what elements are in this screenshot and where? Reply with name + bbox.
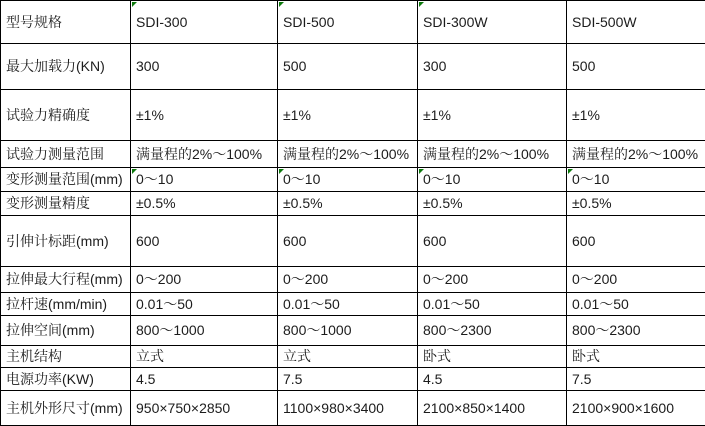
cell-error-indicator-icon <box>132 169 137 174</box>
table-row <box>1 168 705 192</box>
table-row <box>1 44 705 90</box>
spec-row-label-cell: 变形测量范围(mm) <box>1 168 131 192</box>
spec-row-label-cell: 主机外形尺寸(mm) <box>1 391 131 426</box>
spec-value-cell: 0.01～50 <box>278 293 418 316</box>
spec-value-cell: 0.01～50 <box>418 293 567 316</box>
cell-error-indicator-icon <box>279 169 284 174</box>
table-row <box>1 316 705 346</box>
table-row <box>1 293 705 316</box>
spec-value-cell: 500 <box>278 44 418 90</box>
spec-value-cell: 300 <box>131 44 278 90</box>
spec-row-label-cell: 变形测量精度 <box>1 192 131 216</box>
spec-value-cell: 7.5 <box>278 368 418 391</box>
cell-error-indicator-icon <box>419 169 424 174</box>
cell-error-indicator-icon <box>132 2 137 7</box>
spec-value-cell: 800～1000 <box>131 316 278 346</box>
spec-value-cell: 0～10 <box>278 168 418 192</box>
table-row <box>1 192 705 216</box>
spec-value-cell: 满量程的2%～100% <box>278 141 418 168</box>
spec-row-label-cell: 试验力测量范围 <box>1 141 131 168</box>
spec-value-cell: 0～200 <box>278 267 418 293</box>
spec-value-cell: 4.5 <box>131 368 278 391</box>
spec-value-cell: 0～200 <box>418 267 567 293</box>
spec-value-cell: 0.01～50 <box>131 293 278 316</box>
corner-label-cell: 型号规格 <box>1 1 131 44</box>
spec-value-cell: 600 <box>567 216 705 267</box>
spec-value-cell: 立式 <box>278 346 418 368</box>
table-row <box>1 346 705 368</box>
spec-row-label-cell: 主机结构 <box>1 346 131 368</box>
cell-error-indicator-icon <box>568 169 573 174</box>
spec-value-cell: 600 <box>131 216 278 267</box>
spec-value-cell: ±0.5% <box>418 192 567 216</box>
table-row <box>1 368 705 391</box>
spec-value-cell: ±1% <box>131 90 278 141</box>
model-header-cell: SDI-500 <box>278 1 418 44</box>
spec-value-cell: 满量程的2%～100% <box>131 141 278 168</box>
spec-value-cell: ±1% <box>567 90 705 141</box>
spec-value-cell: 满量程的2%～100% <box>567 141 705 168</box>
model-header-cell: SDI-500W <box>567 1 705 44</box>
table-row <box>1 216 705 267</box>
model-header-cell: SDI-300W <box>418 1 567 44</box>
spec-value-cell: ±1% <box>418 90 567 141</box>
table-row <box>1 90 705 141</box>
spec-row-label-cell: 拉伸空间(mm) <box>1 316 131 346</box>
cell-error-indicator-icon <box>419 2 424 7</box>
spec-value-cell: 950×750×2850 <box>131 391 278 426</box>
spec-row-label-cell: 最大加载力(KN) <box>1 44 131 90</box>
spec-value-cell: 600 <box>418 216 567 267</box>
spec-value-cell: ±0.5% <box>278 192 418 216</box>
spec-value-cell: 600 <box>278 216 418 267</box>
table-row <box>1 391 705 426</box>
spec-row-label-cell: 拉伸最大行程(mm) <box>1 267 131 293</box>
spec-value-cell: 7.5 <box>567 368 705 391</box>
spec-value-cell: 0～10 <box>567 168 705 192</box>
spec-value-cell: ±0.5% <box>131 192 278 216</box>
spec-value-cell: ±0.5% <box>567 192 705 216</box>
spec-row-label-cell: 拉杆速(mm/min) <box>1 293 131 316</box>
spec-row-label-cell: 试验力精确度 <box>1 90 131 141</box>
spec-value-cell: 800～2300 <box>418 316 567 346</box>
table-row <box>1 141 705 168</box>
spec-value-cell: 0～200 <box>131 267 278 293</box>
spec-row-label-cell: 引伸计标距(mm) <box>1 216 131 267</box>
spec-value-cell: 2100×850×1400 <box>418 391 567 426</box>
header-row <box>1 1 705 44</box>
spec-value-cell: 0～10 <box>418 168 567 192</box>
spec-value-cell: 立式 <box>131 346 278 368</box>
spec-row-label-cell: 电源功率(KW) <box>1 368 131 391</box>
table-row <box>1 267 705 293</box>
spec-value-cell: 300 <box>418 44 567 90</box>
spec-value-cell: 500 <box>567 44 705 90</box>
spec-value-cell: 0～10 <box>131 168 278 192</box>
spec-value-cell: 满量程的2%～100% <box>418 141 567 168</box>
model-header-cell: SDI-300 <box>131 1 278 44</box>
spec-value-cell: 800～2300 <box>567 316 705 346</box>
spec-value-cell: 卧式 <box>567 346 705 368</box>
spec-value-cell: 2100×900×1600 <box>567 391 705 426</box>
spec-value-cell: ±1% <box>278 90 418 141</box>
spec-value-cell: 0～200 <box>567 267 705 293</box>
spec-value-cell: 1100×980×3400 <box>278 391 418 426</box>
spec-value-cell: 800～1000 <box>278 316 418 346</box>
spec-value-cell: 4.5 <box>418 368 567 391</box>
cell-error-indicator-icon <box>279 2 284 7</box>
spec-value-cell: 0.01～50 <box>567 293 705 316</box>
spec-value-cell: 卧式 <box>418 346 567 368</box>
